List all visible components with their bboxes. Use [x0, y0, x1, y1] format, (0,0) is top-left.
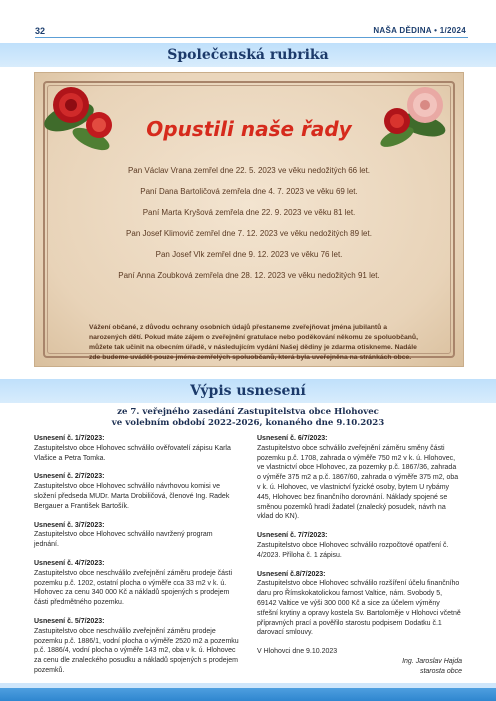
- section-title-social: Společenská rubrika: [167, 47, 329, 63]
- resolutions-right-column: [257, 434, 462, 677]
- resolution-item: [257, 434, 462, 522]
- section-band-resolutions: [0, 379, 496, 403]
- resolution-item: [34, 521, 239, 550]
- magazine-title: NAŠA DĚDINA • 1/2024: [373, 26, 466, 35]
- obituary-line: Pan Josef Vlk zemřel dne 9. 12. 2023 ve věku 76 let.: [155, 250, 343, 259]
- meeting-subtitle-period: ve volebním období 2022-2026, konaného dne 9.10.2023: [111, 418, 385, 428]
- page-header: [0, 0, 496, 40]
- section-title-resolutions: Výpis usnesení: [190, 383, 306, 399]
- footer-band: [0, 683, 496, 701]
- page-number: 32: [35, 26, 46, 36]
- resolution-text: Zastupitelstvo obce Hlohovec schválilo rozpočtové opatření č. 4/2023. Příloha č. 1 zápisu.: [257, 541, 449, 559]
- signature-name: Ing. Jaroslav Hajda: [402, 657, 462, 665]
- signature-role: starosta obce: [419, 667, 462, 675]
- resolution-title: Usnesení č. 5/7/2023:: [34, 617, 105, 625]
- resolution-text: Zastupitelstvo obce Hlohovec schválilo návrhovou komisi ve složení předseda MUDr. Marta Drobiličová, členové Ing. Radek Bergauer a František Bartošík.: [34, 483, 230, 510]
- resolution-item: [34, 472, 239, 511]
- resolution-title: Usnesení č. 2/7/2023:: [34, 473, 105, 481]
- obituary-title: Opustili naše řady: [146, 117, 352, 141]
- resolution-text: Zastupitelstvo obce Hlohovec schválilo rozšíření účelu finančního daru pro Římskokatolickou farnost Valtice, nám. Svobody 5, 69142 Valtice ve výši 300 000 Kč a sice za účelem výměny střešní krytiny a opravy kostela Sv. Bartoloměje v Hlohovci včetně přípravných prací a pověřilo starostu podpisem Dodatku č.1 darovací smlouvy.: [257, 580, 461, 637]
- obituary-line: Pan Václav Vrana zemřel dne 22. 5. 2023 ve věku nedožitých 66 let.: [127, 166, 371, 175]
- obituary-line: Paní Dana Bartoličová zemřela dne 4. 7. 2023 ve věku 69 let.: [140, 187, 358, 196]
- resolution-title: Usnesení č. 1/7/2023:: [34, 435, 105, 442]
- resolutions-left-column: [34, 434, 239, 685]
- footer-highlight: [0, 683, 496, 688]
- obituary-list: [35, 165, 463, 291]
- privacy-notice: Vážení občané, z důvodu ochrany osobních údajů přestaneme zveřejňovat jména jubilantů a narozených dětí. Pokud máte zájem o zveřejnění gratulace nebo poděkování někomu ze spoluobčanů, můžete tak učinit na obecním úřadě, v následujícím vydání Našej dědiny je zdarma otiskneme. Nadále zde budeme uvádět pouze jména zemřelých spoluobčanů, která byla uveřejněna na stránkách obce.: [89, 324, 418, 361]
- resolution-title: Usnesení č.8/7/2023:: [257, 570, 326, 578]
- obituary-card: [34, 72, 464, 367]
- obituary-line: Pan Josef Klimovič zemřel dne 7. 12. 2023 ve věku nedožitých 89 let.: [126, 229, 372, 238]
- obituary-line: Paní Anna Zoubková zemřela dne 28. 12. 2023 ve věku nedožitých 91 let.: [118, 271, 380, 280]
- header-rule: [35, 37, 468, 38]
- resolution-text: Zastupitelstvo obce neschválilo zveřejnění záměru prodeje pozemku p.č. 1886/1, vodní plocha o výměře 2520 m2 a pozemku p.č. 1886/4, vodní plocha o výměře 143 m2, oba v k. ú. Hlohovec za cenu dle znaleckého posudku a nákladů spojených s prodejem pozemků.: [34, 627, 239, 674]
- resolution-text: Zastupitelstvo obce neschválilo zveřejnění záměru prodeje části pozemku p.č. 1202, ostatní plocha o výměře cca 33 m2 v k. ú. Hlohovec za cenu 340 000 Kč a nákladů spojených s prodejem části předmětného pozemku.: [34, 569, 233, 607]
- resolution-item: [34, 617, 239, 676]
- resolution-item: [257, 531, 462, 560]
- resolution-title: Usnesení č. 4/7/2023:: [34, 559, 105, 567]
- resolution-text: Zastupitelstvo obce schválilo zveřejnění záměru směny části pozemku p.č. 1708, zahrada o výměře 750 m2 v k. ú. Hlohovec, ve vlastnictví obce Hlohovec, za pozemky p.č. 1867/36, zahrada o výměře 375 m2 a p.č. 1867/60, zahrada o výměře 375 m2, oba v k. ú. Hlohovec, ve vlastnictví fyzické osoby, bytem U rybámy 445, Hlohovec bez finančního dorovnání. Náklady spojené se směnou pozemků hradí žadatel (znalecký posudek, návrh na vklad do KN).: [257, 444, 459, 521]
- resolution-title: Usnesení č. 7/7/2023:: [257, 532, 328, 540]
- resolution-title: Usnesení č. 6/7/2023:: [257, 435, 328, 442]
- resolution-item: [34, 434, 239, 463]
- section-band-social: [0, 43, 496, 67]
- resolution-text: Zastupitelstvo obce Hlohovec schválilo ověřovatelí zápisu Karla Vlašice a Petra Tomka.: [34, 444, 231, 462]
- meeting-subtitle: ze 7. veřejného zasedání Zastupitelstva obce Hlohovec: [117, 407, 379, 417]
- signature-date: V Hlohovci dne 9.10.2023: [257, 648, 338, 656]
- resolution-title: Usnesení č. 3/7/2023:: [34, 521, 105, 529]
- obituary-line: Paní Marta Kryšová zemřela dne 22. 9. 2023 ve věku 81 let.: [142, 208, 356, 217]
- resolution-item: [257, 570, 462, 639]
- resolution-item: [34, 559, 239, 608]
- resolution-text: Zastupitelstvo obce Hlohovec schválilo navržený program jednání.: [34, 531, 213, 549]
